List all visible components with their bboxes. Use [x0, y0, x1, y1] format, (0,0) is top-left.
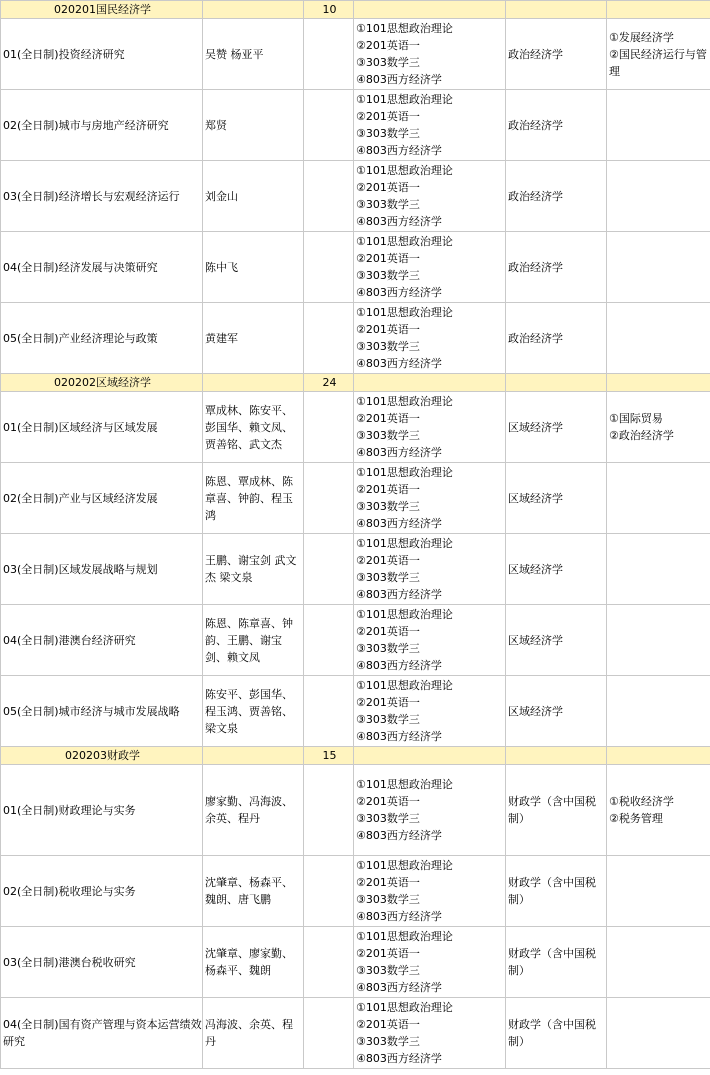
direction-cell: 02(全日制)产业与区域经济发展: [1, 463, 203, 534]
exam-subject: ③303数学三: [356, 429, 420, 442]
table-row: [1, 765, 710, 856]
category-blank: [506, 374, 607, 392]
exam-subject: ①101思想政治理论: [356, 930, 453, 943]
exam-subjects-cell: [354, 463, 506, 534]
direction-cell: 04(全日制)经济发展与决策研究: [1, 232, 203, 303]
quota-cell: [304, 856, 354, 927]
exam-subject: ③303数学三: [356, 812, 420, 825]
exam-subject: ③303数学三: [356, 893, 420, 906]
exam-subject: ④803西方经济学: [356, 357, 442, 370]
exam-subject: ④803西方经济学: [356, 659, 442, 672]
tutor-cell: 陈安平、彭国华、程玉鸿、贾善铭、梁文泉: [203, 676, 304, 747]
tutor-cell: 吴赞 杨亚平: [203, 19, 304, 90]
retest-subject-cell: 区域经济学: [506, 676, 607, 747]
direction-cell: 02(全日制)城市与房地产经济研究: [1, 90, 203, 161]
exam-subject: ③303数学三: [356, 642, 420, 655]
exam-subject: ②201英语一: [356, 625, 420, 638]
exam-subjects-cell: [354, 161, 506, 232]
table-row: [1, 232, 710, 303]
exam-subject: ④803西方经济学: [356, 730, 442, 743]
exam-subjects-cell: [354, 765, 506, 856]
quota-cell: [304, 998, 354, 1069]
exam-subject: ③303数学三: [356, 500, 420, 513]
exam-subject: ③303数学三: [356, 56, 420, 69]
exam-subjects-cell: [354, 927, 506, 998]
same-level-subject-cell: ①税收经济学 ②税务管理: [607, 765, 710, 856]
exam-subject: ②201英语一: [356, 876, 420, 889]
exam-subject: ②201英语一: [356, 181, 420, 194]
category-row: [1, 747, 710, 765]
exam-subject: ①101思想政治理论: [356, 679, 453, 692]
exam-subjects-cell: [354, 676, 506, 747]
quota-cell: [304, 303, 354, 374]
retest-subject-cell: 政治经济学: [506, 90, 607, 161]
exam-subjects-cell: [354, 90, 506, 161]
table-row: [1, 392, 710, 463]
exam-subject: ③303数学三: [356, 713, 420, 726]
retest-subject-cell: 政治经济学: [506, 19, 607, 90]
quota-cell: [304, 392, 354, 463]
exam-subjects-cell: [354, 392, 506, 463]
same-level-subject-cell: [607, 463, 710, 534]
exam-subjects-cell: [354, 232, 506, 303]
exam-subject: ④803西方经济学: [356, 73, 442, 86]
exam-subject: ①101思想政治理论: [356, 235, 453, 248]
direction-cell: 05(全日制)城市经济与城市发展战略: [1, 676, 203, 747]
exam-subject: ②201英语一: [356, 947, 420, 960]
category-quota: 10: [304, 1, 354, 19]
quota-cell: [304, 605, 354, 676]
direction-cell: 03(全日制)经济增长与宏观经济运行: [1, 161, 203, 232]
retest-subject-cell: 区域经济学: [506, 534, 607, 605]
exam-subject: ③303数学三: [356, 340, 420, 353]
exam-subject: ④803西方经济学: [356, 144, 442, 157]
quota-cell: [304, 765, 354, 856]
exam-subject: ②201英语一: [356, 323, 420, 336]
exam-subjects-cell: [354, 303, 506, 374]
category-quota: 24: [304, 374, 354, 392]
tutor-cell: 沈肇章、杨森平、魏朗、唐飞鹏: [203, 856, 304, 927]
exam-subject: ④803西方经济学: [356, 286, 442, 299]
direction-cell: 01(全日制)区域经济与区域发展: [1, 392, 203, 463]
category-row: [1, 374, 710, 392]
exam-subject: ③303数学三: [356, 964, 420, 977]
direction-cell: 05(全日制)产业经济理论与政策: [1, 303, 203, 374]
tutor-cell: 陈恩、覃成林、陈章喜、钟韵、程玉鸿: [203, 463, 304, 534]
exam-subject: ②201英语一: [356, 483, 420, 496]
exam-subject: ④803西方经济学: [356, 215, 442, 228]
retest-subject-cell: 财政学（含中国税制）: [506, 927, 607, 998]
quota-cell: [304, 927, 354, 998]
exam-subjects-cell: [354, 19, 506, 90]
table-body: [1, 1, 710, 1069]
same-level-subject-cell: [607, 90, 710, 161]
table-row: [1, 463, 710, 534]
table-row: [1, 856, 710, 927]
exam-subject: ④803西方经济学: [356, 981, 442, 994]
quota-cell: [304, 232, 354, 303]
exam-subject: ②201英语一: [356, 696, 420, 709]
exam-subject: ③303数学三: [356, 127, 420, 140]
quota-cell: [304, 463, 354, 534]
tutor-cell: 廖家勤、冯海波、余英、程丹: [203, 765, 304, 856]
same-level-subject-cell: [607, 676, 710, 747]
same-level-subject-cell: [607, 161, 710, 232]
same-level-subject-cell: [607, 998, 710, 1069]
exam-subject: ②201英语一: [356, 795, 420, 808]
direction-cell: 04(全日制)国有资产管理与资本运营绩效研究: [1, 998, 203, 1069]
retest-subject-cell: 财政学（含中国税制）: [506, 856, 607, 927]
category-code-name: 020203财政学: [1, 747, 203, 765]
tutor-cell: 陈恩、陈章喜、钟韵、王鹏、谢宝剑、赖文凤: [203, 605, 304, 676]
retest-subject-cell: 政治经济学: [506, 232, 607, 303]
table-row: [1, 998, 710, 1069]
category-blank: [203, 374, 304, 392]
category-code-name: 020202区域经济学: [1, 374, 203, 392]
same-level-subject-cell: [607, 856, 710, 927]
tutor-cell: 沈肇章、廖家勤、杨森平、魏朗: [203, 927, 304, 998]
exam-subject: ②201英语一: [356, 252, 420, 265]
exam-subject: ①101思想政治理论: [356, 778, 453, 791]
exam-subject: ①101思想政治理论: [356, 395, 453, 408]
same-level-subject-cell: [607, 927, 710, 998]
category-code-name: 020201国民经济学: [1, 1, 203, 19]
exam-subjects-cell: [354, 534, 506, 605]
exam-subject: ①101思想政治理论: [356, 537, 453, 550]
exam-subject: ①101思想政治理论: [356, 306, 453, 319]
exam-subjects-cell: [354, 998, 506, 1069]
category-blank: [607, 1, 710, 19]
exam-subject: ③303数学三: [356, 269, 420, 282]
exam-subject: ④803西方经济学: [356, 588, 442, 601]
exam-subject: ①101思想政治理论: [356, 608, 453, 621]
same-level-subject-cell: ①国际贸易 ②政治经济学: [607, 392, 710, 463]
direction-cell: 04(全日制)港澳台经济研究: [1, 605, 203, 676]
exam-subject: ①101思想政治理论: [356, 859, 453, 872]
direction-cell: 01(全日制)财政理论与实务: [1, 765, 203, 856]
category-blank: [607, 747, 710, 765]
exam-subject: ①101思想政治理论: [356, 22, 453, 35]
table-row: [1, 676, 710, 747]
table-row: [1, 19, 710, 90]
exam-subject: ①101思想政治理论: [356, 93, 453, 106]
retest-subject-cell: 区域经济学: [506, 605, 607, 676]
exam-subjects-cell: [354, 856, 506, 927]
category-quota: 15: [304, 747, 354, 765]
exam-subject: ①101思想政治理论: [356, 164, 453, 177]
exam-subject: ④803西方经济学: [356, 1052, 442, 1065]
exam-subject: ④803西方经济学: [356, 446, 442, 459]
category-blank: [607, 374, 710, 392]
table-row: [1, 303, 710, 374]
table-row: [1, 90, 710, 161]
direction-cell: 01(全日制)投资经济研究: [1, 19, 203, 90]
tutor-cell: 黄建军: [203, 303, 304, 374]
quota-cell: [304, 19, 354, 90]
table-row: [1, 161, 710, 232]
exam-subject: ②201英语一: [356, 1018, 420, 1031]
tutor-cell: 冯海波、余英、程丹: [203, 998, 304, 1069]
table-row: [1, 927, 710, 998]
exam-subject: ②201英语一: [356, 554, 420, 567]
exam-subject: ④803西方经济学: [356, 829, 442, 842]
quota-cell: [304, 90, 354, 161]
tutor-cell: 刘金山: [203, 161, 304, 232]
retest-subject-cell: 政治经济学: [506, 303, 607, 374]
category-blank: [506, 747, 607, 765]
same-level-subject-cell: ①发展经济学 ②国民经济运行与管理: [607, 19, 710, 90]
direction-cell: 03(全日制)区域发展战略与规划: [1, 534, 203, 605]
retest-subject-cell: 区域经济学: [506, 392, 607, 463]
same-level-subject-cell: [607, 605, 710, 676]
table-row: [1, 605, 710, 676]
exam-subject: ③303数学三: [356, 198, 420, 211]
exam-subjects-cell: [354, 605, 506, 676]
tutor-cell: 郑贤: [203, 90, 304, 161]
same-level-subject-cell: [607, 232, 710, 303]
exam-subject: ①101思想政治理论: [356, 466, 453, 479]
tutor-cell: 陈中飞: [203, 232, 304, 303]
table-row: [1, 534, 710, 605]
tutor-cell: 王鹏、谢宝剑 武文杰 梁文泉: [203, 534, 304, 605]
quota-cell: [304, 161, 354, 232]
category-row: [1, 1, 710, 19]
quota-cell: [304, 676, 354, 747]
retest-subject-cell: 政治经济学: [506, 161, 607, 232]
same-level-subject-cell: [607, 534, 710, 605]
exam-subject: ②201英语一: [356, 39, 420, 52]
retest-subject-cell: 财政学（含中国税制）: [506, 765, 607, 856]
exam-subject: ③303数学三: [356, 571, 420, 584]
exam-subject: ④803西方经济学: [356, 517, 442, 530]
direction-cell: 03(全日制)港澳台税收研究: [1, 927, 203, 998]
category-blank: [203, 1, 304, 19]
direction-cell: 02(全日制)税收理论与实务: [1, 856, 203, 927]
exam-subject: ①101思想政治理论: [356, 1001, 453, 1014]
retest-subject-cell: 区域经济学: [506, 463, 607, 534]
exam-subject: ③303数学三: [356, 1035, 420, 1048]
retest-subject-cell: 财政学（含中国税制）: [506, 998, 607, 1069]
category-blank: [203, 747, 304, 765]
same-level-subject-cell: [607, 303, 710, 374]
category-blank: [354, 1, 506, 19]
category-blank: [354, 747, 506, 765]
exam-subject: ②201英语一: [356, 412, 420, 425]
category-blank: [506, 1, 607, 19]
exam-subject: ②201英语一: [356, 110, 420, 123]
category-blank: [354, 374, 506, 392]
exam-subject: ④803西方经济学: [356, 910, 442, 923]
quota-cell: [304, 534, 354, 605]
tutor-cell: 覃成林、陈安平、彭国华、赖文凤、贾善铭、武文杰: [203, 392, 304, 463]
